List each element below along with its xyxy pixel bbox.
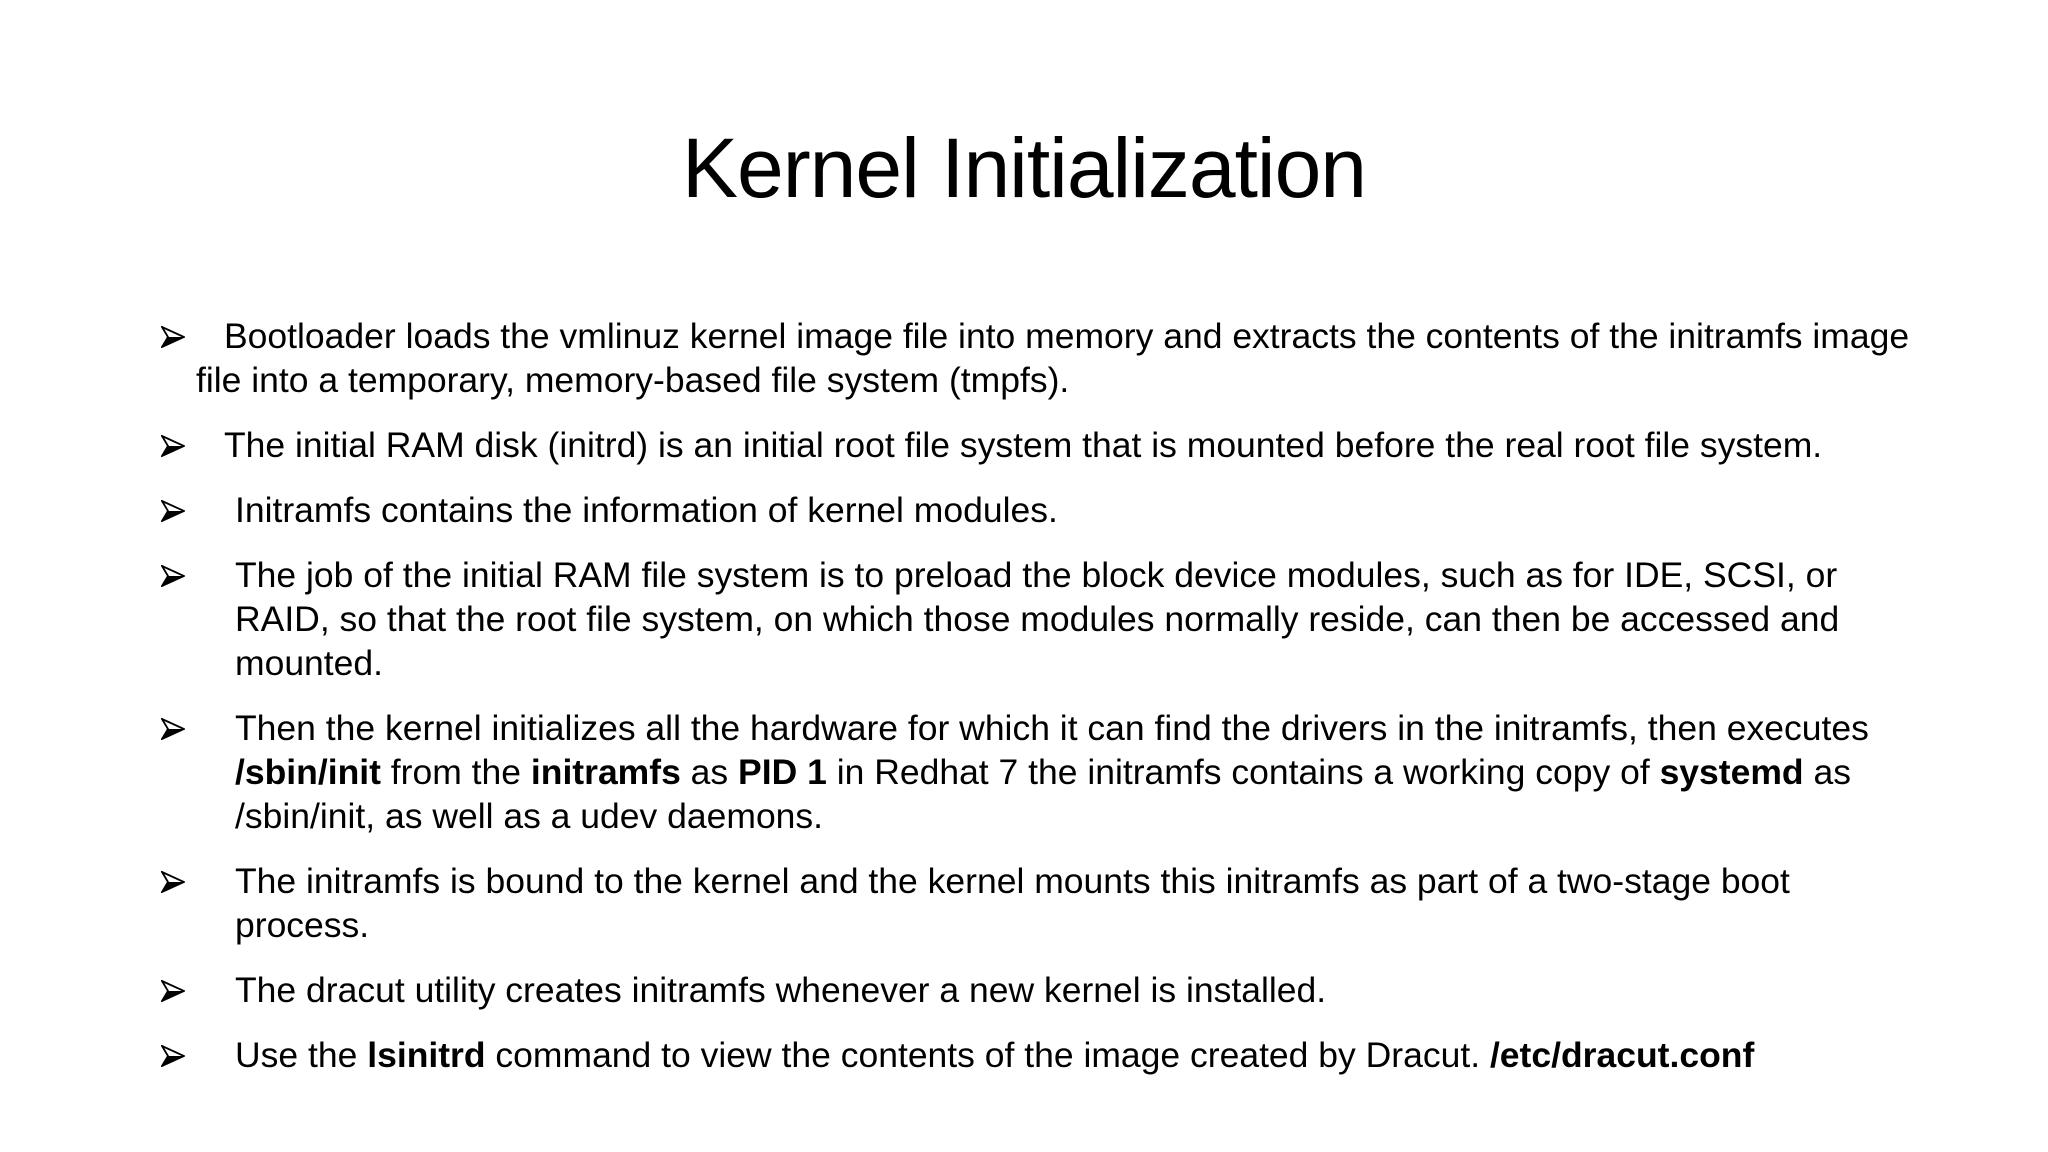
- list-item: [160, 968, 1920, 1012]
- arrowhead-bullet-icon: [160, 968, 190, 1012]
- bullet-text: [196, 314, 1920, 402]
- bullet-bold-text: lsinitrd: [367, 1035, 486, 1075]
- bullet-text-run: as /sbin/init, as well as a udev daemons.: [235, 752, 1851, 836]
- arrowhead-bullet-icon: [160, 314, 190, 358]
- arrowhead-bullet-icon: [160, 859, 190, 903]
- bullet-text-run: Use the: [235, 1035, 368, 1075]
- bullet-text-run: Bootloader loads the vmlinuz kernel image file into memory and extracts the contents of the initramfs image file into a temporary, memory-based file system (tmpfs).: [196, 316, 1910, 400]
- bullet-bold-text: /sbin/init: [235, 752, 381, 792]
- arrowhead-bullet-icon: [160, 1033, 190, 1077]
- bullet-bold-text: /etc/dracut.conf: [1489, 1035, 1755, 1075]
- bullet-text-run: The dracut utility creates initramfs whenever a new kernel is installed.: [235, 970, 1327, 1010]
- arrowhead-bullet-icon: [160, 553, 190, 597]
- list-item: [160, 706, 1920, 838]
- bullet-text: [235, 861, 1790, 945]
- bullet-list: [160, 314, 1920, 1098]
- bullet-text-run: in Redhat 7 the initramfs contains a working copy of: [826, 752, 1660, 792]
- bullet-text-run: Then the kernel initializes all the hardware for which it can find the drivers in the initramfs, then executes: [235, 708, 1869, 748]
- list-item: [160, 553, 1920, 685]
- list-item: [160, 859, 1920, 947]
- arrowhead-bullet-icon: [160, 488, 190, 532]
- list-item: [160, 423, 1920, 467]
- list-item: [160, 314, 1920, 402]
- bullet-bold-text: PID 1: [738, 752, 827, 792]
- bullet-bold-text: initramfs: [530, 752, 681, 792]
- bullet-text-run: The initial RAM disk (initrd) is an initial root file system that is mounted before the real root file system.: [224, 425, 1823, 465]
- slide-title: Kernel Initialization: [681, 121, 1367, 215]
- bullet-text-run: Initramfs contains the information of kernel modules.: [235, 490, 1058, 530]
- bullet-text: [196, 423, 1920, 467]
- bullet-text-run: as: [680, 752, 739, 792]
- arrowhead-bullet-icon: [160, 706, 190, 750]
- arrowhead-bullet-icon: [160, 423, 190, 467]
- list-item: [160, 488, 1920, 532]
- bullet-text: [235, 970, 1326, 1010]
- bullet-text-run: command to view the contents of the image created by Dracut.: [485, 1035, 1490, 1075]
- bullet-text-run: from the: [380, 752, 531, 792]
- bullet-text: [235, 1035, 1754, 1075]
- bullet-text: [235, 490, 1058, 530]
- list-item: [160, 1033, 1920, 1077]
- bullet-text-run: The initramfs is bound to the kernel and the kernel mounts this initramfs as part of a two-stage boot process.: [235, 861, 1790, 945]
- bullet-bold-text: systemd: [1659, 752, 1804, 792]
- bullet-text: [235, 555, 1839, 683]
- bullet-text: [235, 708, 1869, 836]
- bullet-text-run: The job of the initial RAM file system is to preload the block device modules, such as for IDE, SCSI, or RAID, so that the root file system, on which those modules normally reside, can then be accessed and mounted.: [235, 555, 1840, 683]
